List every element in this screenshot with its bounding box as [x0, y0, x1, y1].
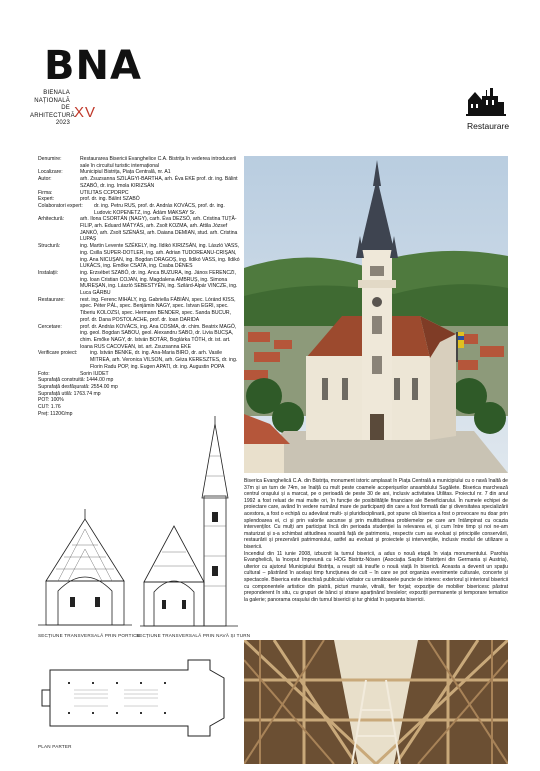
stat-pot: POT: 100% [38, 397, 64, 404]
section-caption-nave-tower: SECȚIUNE TRANSVERSALĂ PRIN NAVĂ ȘI TURN [136, 633, 251, 638]
credit-key: Localizare: [38, 169, 63, 176]
logo-line: BIENALA [43, 90, 70, 96]
logo-line: NAȚIONALĂ [34, 97, 70, 104]
credit-value: ing. Martin Levente SZÉKELY, ing. Ildikó KIRIZSÁN, ing. László VASS, ing. Csilla SUPER-DOTLER, ing. arh. Adrian TUDOREANU-CRIȘAN, ing. Ana NICUȘAN, ing. Bogdan DRAGOȘ, ing. Ildikó VASS, ing. Ildikó LUKÁCS, ing. Emőke CSATA, ing. Csaba DÉNES [80, 243, 240, 270]
ground-floor-plan-drawing [38, 652, 234, 742]
credit-row [38, 216, 242, 243]
stat-gross-area: Suprafață desfășurată: 2554.00 mp [38, 383, 118, 390]
credit-key: Restaurare: [38, 296, 65, 303]
section-label: Restaurare [467, 121, 510, 131]
credit-row [38, 176, 242, 189]
credit-key: Firma: [38, 189, 53, 196]
credit-value: ing. István BENKE, dr. ing. Ana-Maria BIRO, dr. arh. Vasile MITREA, arh. Veronica VILSON, arh. Géza KERESZTES, dr. ing. Florin Radu POP, ing. Eugen APATI, dr. ing. Augustin POPA [90, 350, 238, 370]
credit-key: Colaboratori expert: [38, 202, 83, 209]
logo-subtitle [30, 90, 75, 128]
credit-value: prof. dr. András KOVÁCS, ing. Ana COSMA, dr. chim. Beatrix MAGÓ, ing. geol. Bogdan SABOU, geol. Alexandru SABO, dr. Livia BUCȘA, chim. Emőke NAGY, dr. István BOTÁR, Boglárka TÓTH, dr. ist. art. Ioana RUS CACOVEAN, ist. art. Zsuzsanna EKE [80, 323, 237, 350]
stat-useful-area: Suprafață utilă: 1763.74 mp [38, 390, 101, 397]
credit-value: UTILITAS CCPDRPC [80, 189, 129, 196]
logo-line: ARHITECTURĂ [30, 112, 75, 119]
description-paragraph: Biserica Evanghelică C.A. din Bistrița, monument istoric amplasat în Piața Centrală a municipiului cu o navă înaltă de 37m și un turn de 74m, se înalță cu mult peste coamele acoperișurilor ansamblului Sugălete. Biserica marchează centrul orașului și a marcat, pe o perioadă de peste 30 de ani, inclusiv activitatea Utilitas. Proiectul nr. 7 din anul 1992 a fost reluat de mai multe ori, în funcție de posibilitățile financiare ale Beneficiarului. În numele echipei de proiectare care, având în vedere numărul mare de participanți din care a fost formată dar și diversitatea specializării acestora, a fost o echipă cu adevărat multi- și pluridisciplinară, pot spune că biserica a fost o provocare nu doar prin splendoarea ei, ci și prin valorile ascunse și prin multitudinea problemelor pe care am întâmpinat cu ocazia intervenților. Cu mulți am participat încă din perioada studenției la relevarea ei, și cum între timp și noi ne-am maturizat și s-a schimbat atitudinea noastră față de patrimoniu, respectiv cum au evoluat și principiile conservării, restaurării și prezervării patrimoniului, astfel au evoluat și proiectele și intervențiile, inclusiv modul de utilizare a bisericii. [244, 478, 508, 550]
credit-key: Arhitectură: [38, 216, 65, 223]
credit-row [38, 243, 242, 270]
stat-built-area: Suprafață construită: 1444.00 mp [38, 377, 114, 384]
credit-key: Instalații: [38, 269, 59, 276]
credit-value: rest. ing. Ferenc MIHÁLY, ing. Gabriella FÁBIÁN, spec. Lóránd KISS, spec. Péter PÁL, spec. Benjámin NAGY, spec. Istvan EGRI, spec. Tiberiu KOLOZSI, spec. Hermann BENDER, spec. Sanda BUCUR, prof. dr. Dana POSTOLACHE, prof. dr. Ioan DARIDA [80, 296, 236, 323]
credit-row [38, 190, 242, 197]
logo-line: DE [61, 105, 70, 112]
credit-key: Expert: [38, 196, 55, 203]
project-description [244, 478, 508, 603]
credit-value: arh. Zsuzsanna SZILÁGYI-BARTHA, arh. Éva EKE prof. dr. ing. Bálint SZABÓ, dr. ing. Imola KIRIZSÁN [80, 176, 238, 189]
credit-value: dr. ing. Petru RUS, prof. dr. András KOVÁCS, prof. dr. ing. Ludovic KOPENETZ, ing. Ádám MAKSAY Sr. [94, 202, 225, 216]
cross-section-portico-drawing [38, 505, 132, 631]
logo-edition: XV [74, 104, 97, 121]
credit-key: Denumire: [38, 156, 62, 162]
credit-key: Verificare proiect: [38, 350, 78, 357]
stat-price: Preț: 1120€/mp [38, 410, 73, 417]
credit-value: Restaurarea Bisericii Evanghelice C.A. Bistrița în vederea introducerii sale în circuitul turistic internațional [80, 156, 237, 169]
credit-row [38, 350, 242, 370]
credit-row [38, 371, 242, 378]
church-exterior-photo [244, 156, 508, 473]
plan-caption: PLAN PARTER [38, 744, 72, 749]
description-paragraph: Incendiul din 11 iunie 2008, izbucnit la turnul bisericii, a adus o nouă etapă în viața monumentului. Parohia Evanghelică, la început împreună cu HOG Bistritz-Nösen (Asociația Sașilor Bistrițeni din Germania și Austria), ulterior cu ajutorul Municipiului Bistrița, a reușit să insufle o nouă viață în biserică. Aceasta a devenit un spațiu cultural – păstrând în același timp funcțiunea de cult – în care se pot organiza evenimente culturale, concerte și spectacole. Biserica este deschisă publicului vizitator cu următoarele puncte de interes: exteriorul și interiorul bisericii cu componentele artistice din piatră, picturi murale, vitralii, fier forjat; expoziție de mobilier bisericesc păstrat preponderent în situ, cu grupuri de bănci și strane aparținând breslelor; expoziții permanente și temporare tematice la galerie; panorama orașului din turnul bisericii și tur ghidat în șarpanta bisericii. [244, 550, 508, 603]
bna-logo [30, 43, 142, 138]
credit-key: Foto: [38, 370, 50, 377]
credit-value: prof. dr. ing. Bálint SZABÓ [80, 196, 140, 203]
credit-key: Cercetare: [38, 323, 62, 330]
credit-row [38, 270, 242, 297]
restoration-building-icon [466, 86, 506, 116]
logo-year: 2023 [55, 120, 70, 127]
roof-truss-photo [244, 640, 508, 764]
credit-value: Sorin IUDET [80, 370, 109, 377]
credit-value: arh. Ilona CSORTÁN (NAGY), carh. Éva DEZSŐ, arh. Cristina TUȚĂ-FILIP, arh. Eduard MÁTYÁS, arh. Zsolt KOZMA, arh. Attila József JANKÓ, arh. Zsolt SZÉNÁSI, arh. Daiana DEMIAN, stud. arh. Cristina LUPAȘ [80, 216, 238, 243]
section-caption-portico: SECȚIUNE TRANSVERSALĂ PRIN PORTICE [38, 633, 140, 638]
credit-row [38, 203, 242, 216]
credit-value: ing. Erzsébet SZABÓ, dr. ing. Anca BUZURA, ing. János FERENCZI, ing. Ioan Cristian COJAN, ing. Magdalena AMBRUȘ, ing. Simona MUREȘAN, ing. László SEBESTYÉN, ing. Szilárd-Alpár VINCZE, ing. Luca GÂRBU [80, 269, 238, 297]
credit-row [38, 297, 242, 324]
project-credits [38, 156, 242, 417]
cross-section-nave-tower-drawing [140, 416, 238, 631]
credit-value: Municipiul Bistrița, Piața Centrală, nr. A1 [80, 169, 171, 176]
credit-key: Structură: [38, 243, 61, 250]
credit-row [38, 196, 242, 203]
credit-key: Autor: [38, 176, 52, 183]
stat-cut: CUT: 1.76 [38, 404, 61, 411]
logo-letters: BNA [44, 43, 142, 89]
credit-row [38, 324, 242, 351]
credit-row [38, 156, 242, 169]
